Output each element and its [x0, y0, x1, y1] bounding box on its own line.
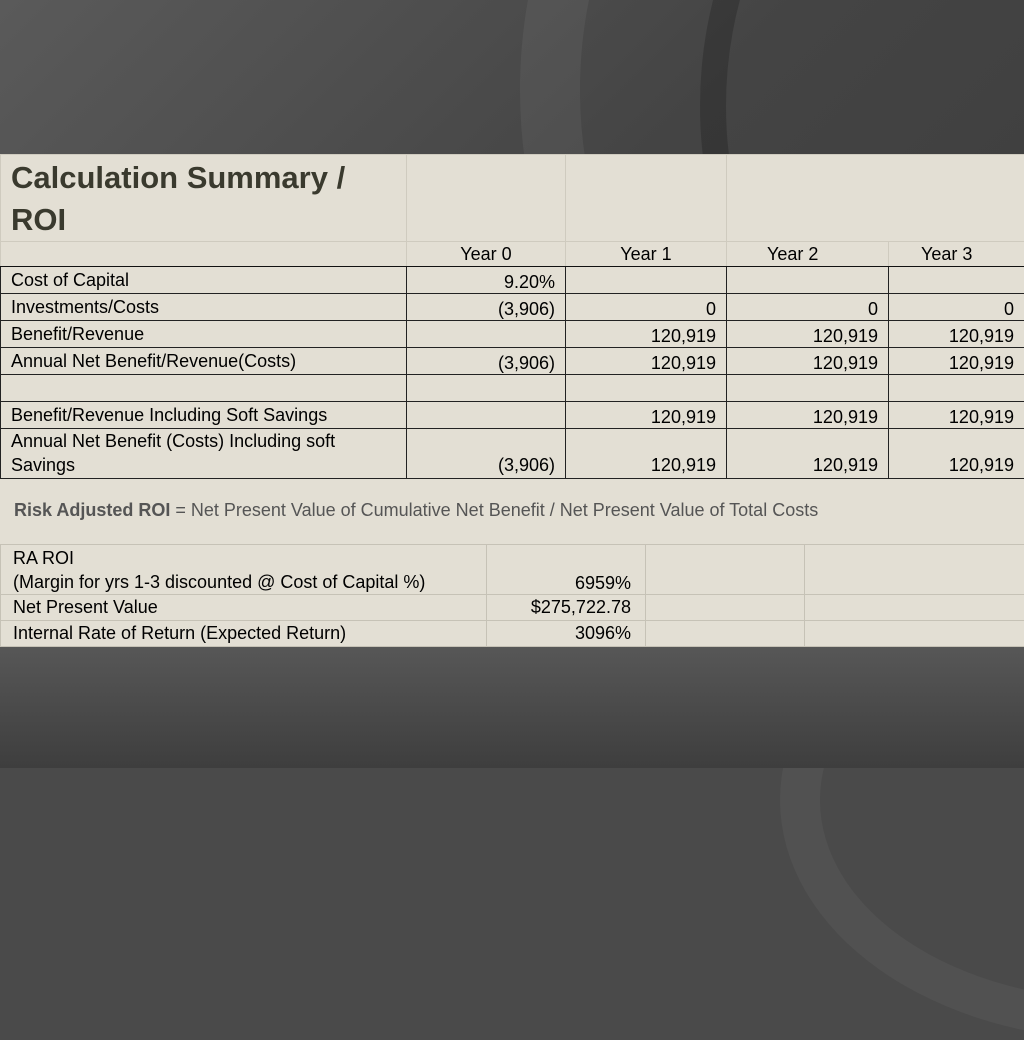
summary-label-line: (Margin for yrs 1-3 discounted @ Cost of Capital %): [13, 570, 474, 594]
table-row: [1, 294, 1024, 321]
cell-year1: 120,919: [566, 402, 727, 429]
cell-year2: [727, 375, 889, 402]
cell-year2: 120,919: [727, 348, 889, 375]
summary-label: Internal Rate of Return (Expected Return): [1, 621, 487, 647]
summary-row: [1, 545, 1024, 595]
cell-year0: (3,906): [407, 429, 566, 479]
summary-row: [1, 621, 1024, 647]
table-row: [1, 402, 1024, 429]
cell-year1: 120,919: [566, 348, 727, 375]
year-header: Year 1: [566, 242, 727, 267]
page-title: Calculation Summary / ROI: [11, 155, 396, 241]
year-header-row: [1, 242, 1024, 267]
cell-year1: 0: [566, 294, 727, 321]
row-label: Annual Net Benefit (Costs) Including soft Savings: [1, 429, 407, 479]
cell-year2: 0: [727, 294, 889, 321]
summary-value: 6959%: [487, 545, 646, 595]
summary-table: [0, 544, 1024, 647]
summary-label: [1, 545, 487, 595]
cell-year2: 120,919: [727, 321, 889, 348]
cell-year3: 120,919: [889, 429, 1024, 479]
year-header: Year 2: [727, 242, 889, 267]
risk-adjusted-roi-definition: [14, 498, 874, 522]
row-label: [1, 375, 407, 402]
cell-year0: (3,906): [407, 294, 566, 321]
cell-year1: [566, 267, 727, 294]
row-label: Cost of Capital: [1, 267, 407, 294]
summary-label: Net Present Value: [1, 595, 487, 621]
cell-year0: (3,906): [407, 348, 566, 375]
year-header: Year 3: [889, 242, 1024, 267]
table-row: [1, 375, 1024, 402]
table-row: [1, 321, 1024, 348]
table-row: [1, 348, 1024, 375]
cell-year1: 120,919: [566, 321, 727, 348]
content-panel: [0, 154, 1024, 646]
risk-adjusted-roi-term: Risk Adjusted ROI: [14, 500, 170, 520]
row-label: Benefit/Revenue Including Soft Savings: [1, 402, 407, 429]
roi-table: [0, 154, 1024, 479]
row-label: Benefit/Revenue: [1, 321, 407, 348]
table-row: [1, 267, 1024, 294]
summary-value: $275,722.78: [487, 595, 646, 621]
summary-row: [1, 595, 1024, 621]
cell-year0: [407, 375, 566, 402]
cell-year1: 120,919: [566, 429, 727, 479]
cell-year0: 9.20%: [407, 267, 566, 294]
cell-year3: 120,919: [889, 402, 1024, 429]
cell-year2: [727, 267, 889, 294]
cell-year2: 120,919: [727, 402, 889, 429]
row-label: Annual Net Benefit/Revenue(Costs): [1, 348, 407, 375]
cell-year3: 0: [889, 294, 1024, 321]
cell-year3: 120,919: [889, 321, 1024, 348]
cell-year1: [566, 375, 727, 402]
summary-label-line: RA ROI: [13, 546, 474, 570]
row-label: Investments/Costs: [1, 294, 407, 321]
table-row: [1, 429, 1024, 479]
cell-year3: 120,919: [889, 348, 1024, 375]
cell-year0: [407, 402, 566, 429]
cell-year3: [889, 267, 1024, 294]
summary-value: 3096%: [487, 621, 646, 647]
bottom-band: [0, 646, 1024, 768]
cell-year3: [889, 375, 1024, 402]
title-row: [1, 155, 1024, 242]
cell-year2: 120,919: [727, 429, 889, 479]
risk-adjusted-roi-formula: = Net Present Value of Cumulative Net Benefit / Net Present Value of Total Costs: [175, 500, 818, 520]
cell-year0: [407, 321, 566, 348]
year-header: Year 0: [407, 242, 566, 267]
